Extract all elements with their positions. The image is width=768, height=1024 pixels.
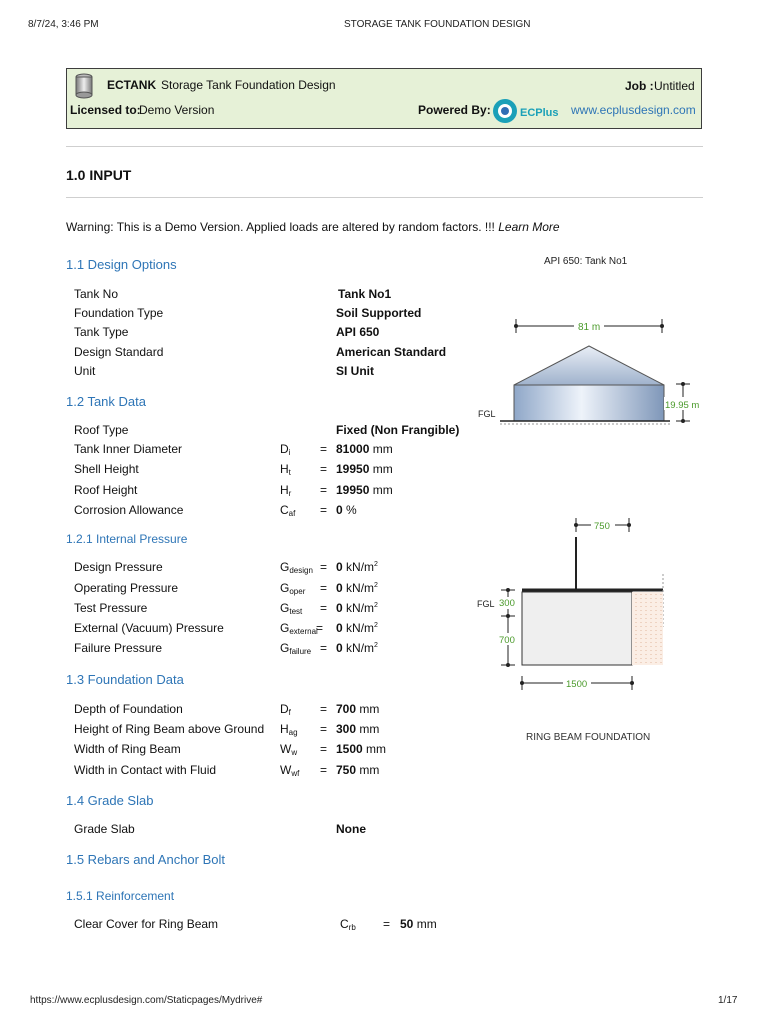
website-link[interactable]: www.ecplusdesign.com [571,103,696,117]
option-row: Unit SI Unit [74,364,374,378]
option-row: Tank No Tank No1 [74,287,392,301]
param-row: Depth of Foundation $D_f$ = 700 mm [74,702,380,717]
demo-warning [66,220,560,234]
ecplus-logo-text: ECPlus [520,107,559,119]
param-row: Height of Ring Beam above Ground $H_{ag}$ = 300 mm [74,722,380,737]
param-row: Shell Height $H_t$ = 19950 mm [74,462,393,477]
reinforcement-heading: 1.5.1 Reinforcement [66,889,175,903]
divider [66,197,703,198]
param-row: Width of Ring Beam $W_w$ = 1500 mm [74,742,387,757]
rebars-heading: 1.5 Rebars and Anchor Bolt [66,852,225,867]
print-url: https://www.ecplusdesign.com/Staticpages/Mydrive# [30,995,263,1006]
ring-beam-caption: RING BEAM FOUNDATION [526,732,651,743]
soil-fill [632,592,663,665]
page-number: 1/17 [718,995,738,1006]
input-heading: 1.0 INPUT [66,167,132,183]
height-above-ground-label: 300 [499,598,515,609]
dim-dot [681,419,685,423]
roof-type-row: Roof Type Fixed (Non Frangible) [74,423,460,437]
tank-roof [514,346,664,385]
grade-slab-heading: 1.4 Grade Slab [66,793,154,808]
tank-data-heading: 1.2 Tank Data [66,394,146,409]
app-name: ECTANK [107,78,157,92]
foundation-data-heading: 1.3 Foundation Data [66,672,184,687]
height-label: 19.95 m [665,400,700,411]
divider [66,146,703,147]
param-row: Width in Contact with Fluid $W_{wf}$ = 750 mm [74,763,380,778]
dim-dot [630,681,634,685]
param-row: External (Vacuum) Pressure $G_{external}$ = 0 $kN/m^2$ [74,621,378,636]
width-top-label: 750 [594,521,610,532]
dim-dot [681,382,685,386]
warning-text: Warning: This is a Demo Version. Applied loads are altered by random factors. !!! [66,220,495,234]
grade-slab-row: Grade Slab None [74,822,366,836]
width-label: 1500 [566,679,588,690]
tank-logo-icon [73,72,95,100]
dim-dot [514,324,518,328]
tank-shell [514,385,664,421]
param-row: Test Pressure $G_{test}$ = 0 $kN/m^2$ [74,601,378,616]
param-row: Operating Pressure $G_{oper}$ = 0 $kN/m^2$ [74,581,378,596]
diameter-label: 81 m [578,322,601,333]
dim-dot [660,324,664,328]
job-label: Job : [625,79,654,93]
licensed-value: Demo Version [139,103,215,117]
param-row: Tank Inner Diameter $D_i$ = 81000 mm [74,442,393,457]
dim-dot [520,681,524,685]
design-options-heading: 1.1 Design Options [66,257,177,272]
option-row: Design Standard American Standard [74,345,447,359]
param-row: Clear Cover for Ring Beam $C_{rb}$ = 50 mm [74,917,437,932]
app-banner [66,68,702,129]
licensed-label: Licensed to: [70,103,141,117]
param-row: Failure Pressure $G_{failure}$ = 0 $kN/m^2$ [74,641,378,656]
learn-more-link[interactable]: Learn More [498,220,560,234]
powered-by-label: Powered By: [418,103,491,117]
param-row: Design Pressure $G_{design}$ = 0 $kN/m^2$ [74,560,378,575]
fgl-label: FGL [478,409,496,419]
param-row: Roof Height $H_r$ = 19950 mm [74,483,393,498]
ring-beam-section [522,592,632,665]
tank-figure-title: API 650: Tank No1 [544,256,628,267]
ring-beam-figure [470,512,710,747]
print-title: STORAGE TANK FOUNDATION DESIGN [344,19,531,30]
dim-dot [506,663,510,667]
fgl-label: FGL [477,599,495,609]
option-row: Tank Type API 650 [74,325,380,339]
depth-label: 700 [499,635,515,646]
tank-elevation-figure [470,248,710,438]
job-value: Untitled [654,79,695,93]
dim-dot [506,614,510,618]
internal-pressure-heading: 1.2.1 Internal Pressure [66,532,188,546]
dim-dot [574,523,578,527]
dim-dot [627,523,631,527]
print-datetime: 8/7/24, 3:46 PM [28,19,99,30]
ecplus-logo-icon [491,97,519,125]
app-description: Storage Tank Foundation Design [161,78,336,92]
dim-dot [506,588,510,592]
option-row: Foundation Type Soil Supported [74,306,422,320]
param-row: Corrosion Allowance $C_{af}$ = 0 % [74,503,357,518]
